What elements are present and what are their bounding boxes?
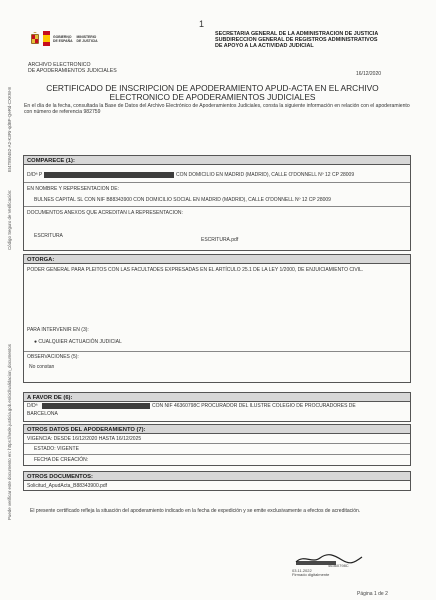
logo-ministerio-text: MINISTERIO DE JUSTICIA bbox=[76, 34, 98, 43]
favor-row bbox=[24, 402, 410, 422]
favor-section bbox=[23, 392, 411, 422]
vigencia-row bbox=[24, 434, 410, 444]
otros-datos-section bbox=[23, 424, 411, 466]
comparece-documentos-row bbox=[24, 207, 410, 250]
favor-prefix: D/Dª bbox=[27, 403, 38, 409]
archivo-label: ARCHIVO ELECTRONICO DE APODERAMIENTOS JUDICIALES bbox=[28, 62, 117, 74]
otorga-header: OTORGA: bbox=[24, 255, 410, 264]
comparece-did-row bbox=[24, 165, 410, 183]
stamp-line2: 03.11.2022 bbox=[292, 567, 312, 573]
intro-paragraph: En el día de la fecha, consultada la Base de Datos del Archivo Electrónico de Apoderamientos Judiciales, consta la siguiente información en relación con el apoderamiento con número de referencia 982759 bbox=[24, 103, 410, 116]
comparece-section bbox=[23, 155, 411, 251]
redaction-bar bbox=[44, 172, 174, 178]
certificate-title: CERTIFICADO DE INSCRIPCION DE APODERAMIENTO APUD-ACTA EN EL ARCHIVO ELECTRONICO DE APODERAMIENTOS JUDICIALES bbox=[46, 83, 379, 102]
intervenir-label: PARA INTERVENIR EN (3): bbox=[27, 327, 89, 333]
government-logo bbox=[30, 30, 110, 47]
observaciones-value: No constan bbox=[29, 364, 55, 370]
intervenir-value-row bbox=[34, 339, 122, 345]
otros-docs-row bbox=[24, 481, 410, 491]
side-verification-label: Código Seguro de Verificación: bbox=[7, 189, 12, 250]
documentos-label: DOCUMENTOS ANEXOS QUE ACREDITAN LA REPRESENTACION: bbox=[27, 210, 183, 216]
comparece-did-suffix: CON DOMICILIO EN MADRID (MADRID), CALLE O'DONNELL Nº 12 CP 28009 bbox=[176, 172, 355, 178]
vigencia-text: VIGENCIA: DESDE 16/12/2020 HASTA 16/12/2025 bbox=[27, 436, 142, 442]
otros-docs-header: OTROS DOCUMENTOS: bbox=[24, 472, 410, 481]
otorga-section bbox=[23, 254, 411, 383]
side-verification-url: Puede verificar este documento en: https://sede.justicia.gob.es/cid/validacion_documentos bbox=[7, 344, 12, 520]
document-type: ESCRITURA bbox=[34, 233, 63, 239]
estado-text: ESTADO: VIGENTE bbox=[34, 446, 79, 452]
comparece-representacion-row bbox=[24, 183, 410, 207]
creacion-text: FECHA DE CREACIÓN: bbox=[34, 457, 89, 463]
intervenir-value: CUALQUIER ACTUACIÓN JUDICIAL bbox=[38, 339, 122, 345]
coat-of-arms-icon bbox=[30, 32, 40, 46]
page-number-top: 1 bbox=[199, 19, 205, 29]
flag-bars-icon bbox=[43, 31, 50, 46]
stamp-line1: 46360798C bbox=[328, 563, 349, 568]
estado-row bbox=[24, 444, 410, 455]
digital-signature-stamp bbox=[292, 564, 349, 578]
creacion-row bbox=[24, 455, 410, 465]
favor-line2: BARCELONA bbox=[27, 411, 58, 417]
logo-gobierno-text: GOBIERNO DE ESPAÑA bbox=[53, 34, 73, 43]
document-file: ESCRITURA.pdf bbox=[201, 237, 239, 243]
comparece-did-prefix: D/Dª P bbox=[27, 172, 43, 178]
comparece-header: COMPARECE (1): bbox=[24, 156, 410, 165]
favor-suffix: CON NIF 46360798C PROCURADOR DEL ILUSTRE COLEGIO DE PROCURADORES DE bbox=[152, 403, 356, 409]
stamp-line3: Firmado digitalmente bbox=[292, 572, 330, 578]
otros-docs-file: Solicitud_ApudActa_B88343900.pdf bbox=[27, 483, 108, 489]
bullet-icon: ● bbox=[34, 339, 39, 345]
redaction-bar bbox=[42, 403, 150, 409]
organization-header: SECRETARIA GENERAL DE LA ADMINISTRACION DE JUSTICIA SUBDIRECCION GENERAL DE REGISTROS ADMINISTRATIVOS DE APOYO A LA ACTIVIDAD JUDICIAL bbox=[215, 31, 379, 50]
observaciones-label: OBSERVACIONES (5): bbox=[27, 354, 79, 360]
otorga-observaciones-row bbox=[24, 352, 410, 382]
poder-text: PODER GENERAL PARA PLEITOS CON LAS FACULTADES EXPRESADAS EN EL ARTÍCULO 25.1 DE LA LEY 1/2000, DE ENJUICIAMIENTO CIVIL. bbox=[27, 267, 364, 273]
otros-datos-header: OTROS DATOS DEL APODERAMIENTO (7): bbox=[24, 425, 410, 434]
otorga-poder-row bbox=[24, 264, 410, 352]
closing-note: El presente certificado refleja la situación del apoderamiento indicado en la fecha de expedición y se emite exclusivamente a efectos de acreditación. bbox=[30, 508, 361, 514]
side-verification-code: EI4T8W452-A2-K3Rr-qdBF-QeRd-CXKW-8 bbox=[7, 87, 12, 172]
favor-header: A FAVOR DE (6): bbox=[24, 393, 410, 402]
representacion-label: EN NOMBRE Y REPRESENTACION DE: bbox=[27, 186, 119, 192]
otros-docs-section bbox=[23, 471, 411, 491]
certificate-date: 16/12/2020 bbox=[356, 71, 382, 77]
representacion-value: BULNES CAPITAL SL CON NIF B88343900 CON DOMICILIO SOCIAL EN MADRID (MADRID), CALLE O'DONNELL Nº 12 CP 28009 bbox=[34, 197, 331, 203]
page-footer: Página 1 de 2 bbox=[357, 591, 388, 597]
